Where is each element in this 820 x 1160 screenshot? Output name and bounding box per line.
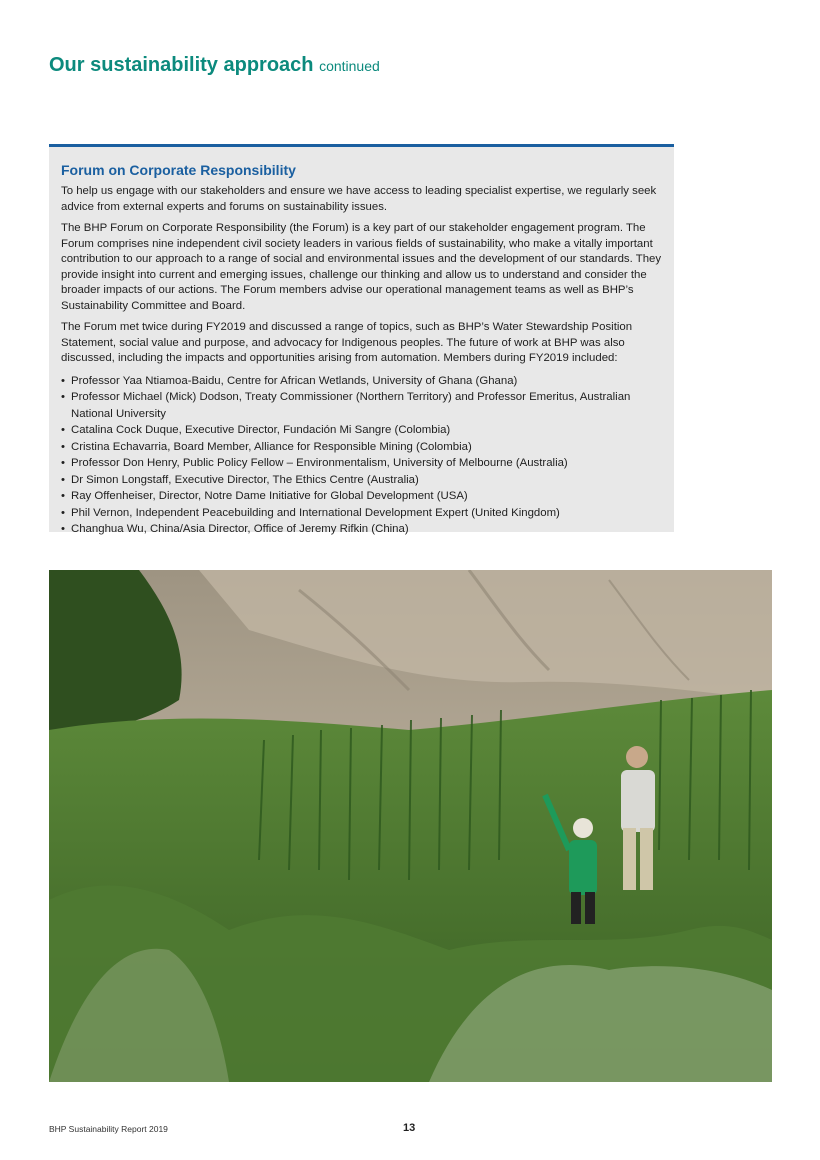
page-title-continued: continued: [319, 58, 380, 74]
forum-member-list: [61, 373, 662, 538]
forum-title: Forum on Corporate Responsibility: [61, 162, 296, 178]
forum-paragraph: The BHP Forum on Corporate Responsibility (the Forum) is a key part of our stakeholder engagement program. The Forum comprises nine independent civil society leaders in various fields of sustainability, who make a vitally important contribution to our approach to a range of social and environmental issues and the development of our standards. They provide insight into current and emerging issues, challenge our thinking and allow us to understand and consider the broader impacts of our actions. The Forum members advise our operational management teams as well as BHP’s Sustainability Committee and Board.: [61, 222, 662, 312]
field-photo-illustration: [49, 570, 772, 1082]
list-item: • Professor Yaa Ntiamoa-Baidu, Centre for African Wetlands, University of Ghana (Ghana): [61, 373, 662, 390]
forum-paragraph: The Forum met twice during FY2019 and discussed a range of topics, such as BHP’s Water Stewardship Position Statement, social value and purpose, and advocacy for Indigenous peoples. The future of work at BHP was also discussed, including the impacts and opportunities arising from automation. Members during FY2019 included:: [61, 321, 633, 364]
list-item: • Professor Don Henry, Public Policy Fellow – Environmentalism, University of Melbourne (Australia): [61, 455, 662, 472]
list-item: • Ray Offenheiser, Director, Notre Dame Initiative for Global Development (USA): [61, 488, 662, 505]
list-item: • Dr Simon Longstaff, Executive Director, The Ethics Centre (Australia): [61, 472, 662, 489]
page-title-main: Our sustainability approach: [49, 54, 314, 76]
list-item: • Phil Vernon, Independent Peacebuilding and International Development Expert (United Kingdom): [61, 505, 662, 522]
field-photo: [49, 570, 772, 1082]
page-title: [49, 53, 380, 78]
list-item: • Catalina Cock Duque, Executive Director, Fundación Mi Sangre (Colombia): [61, 422, 662, 439]
forum-panel: [49, 144, 674, 535]
list-item: • Cristina Echavarria, Board Member, Alliance for Responsible Mining (Colombia): [61, 439, 662, 456]
list-item: • Changhua Wu, China/Asia Director, Office of Jeremy Rifkin (China): [61, 521, 662, 538]
footer-report-title: BHP Sustainability Report 2019: [49, 1124, 168, 1134]
forum-paragraph: To help us engage with our stakeholders and ensure we have access to leading specialist expertise, we regularly seek advice from external experts and forums on sustainability issues.: [61, 185, 657, 213]
page-number: 13: [403, 1122, 416, 1134]
list-item: • Professor Michael (Mick) Dodson, Treaty Commissioner (Northern Territory) and Professor Emeritus, Australian National University: [61, 389, 662, 422]
